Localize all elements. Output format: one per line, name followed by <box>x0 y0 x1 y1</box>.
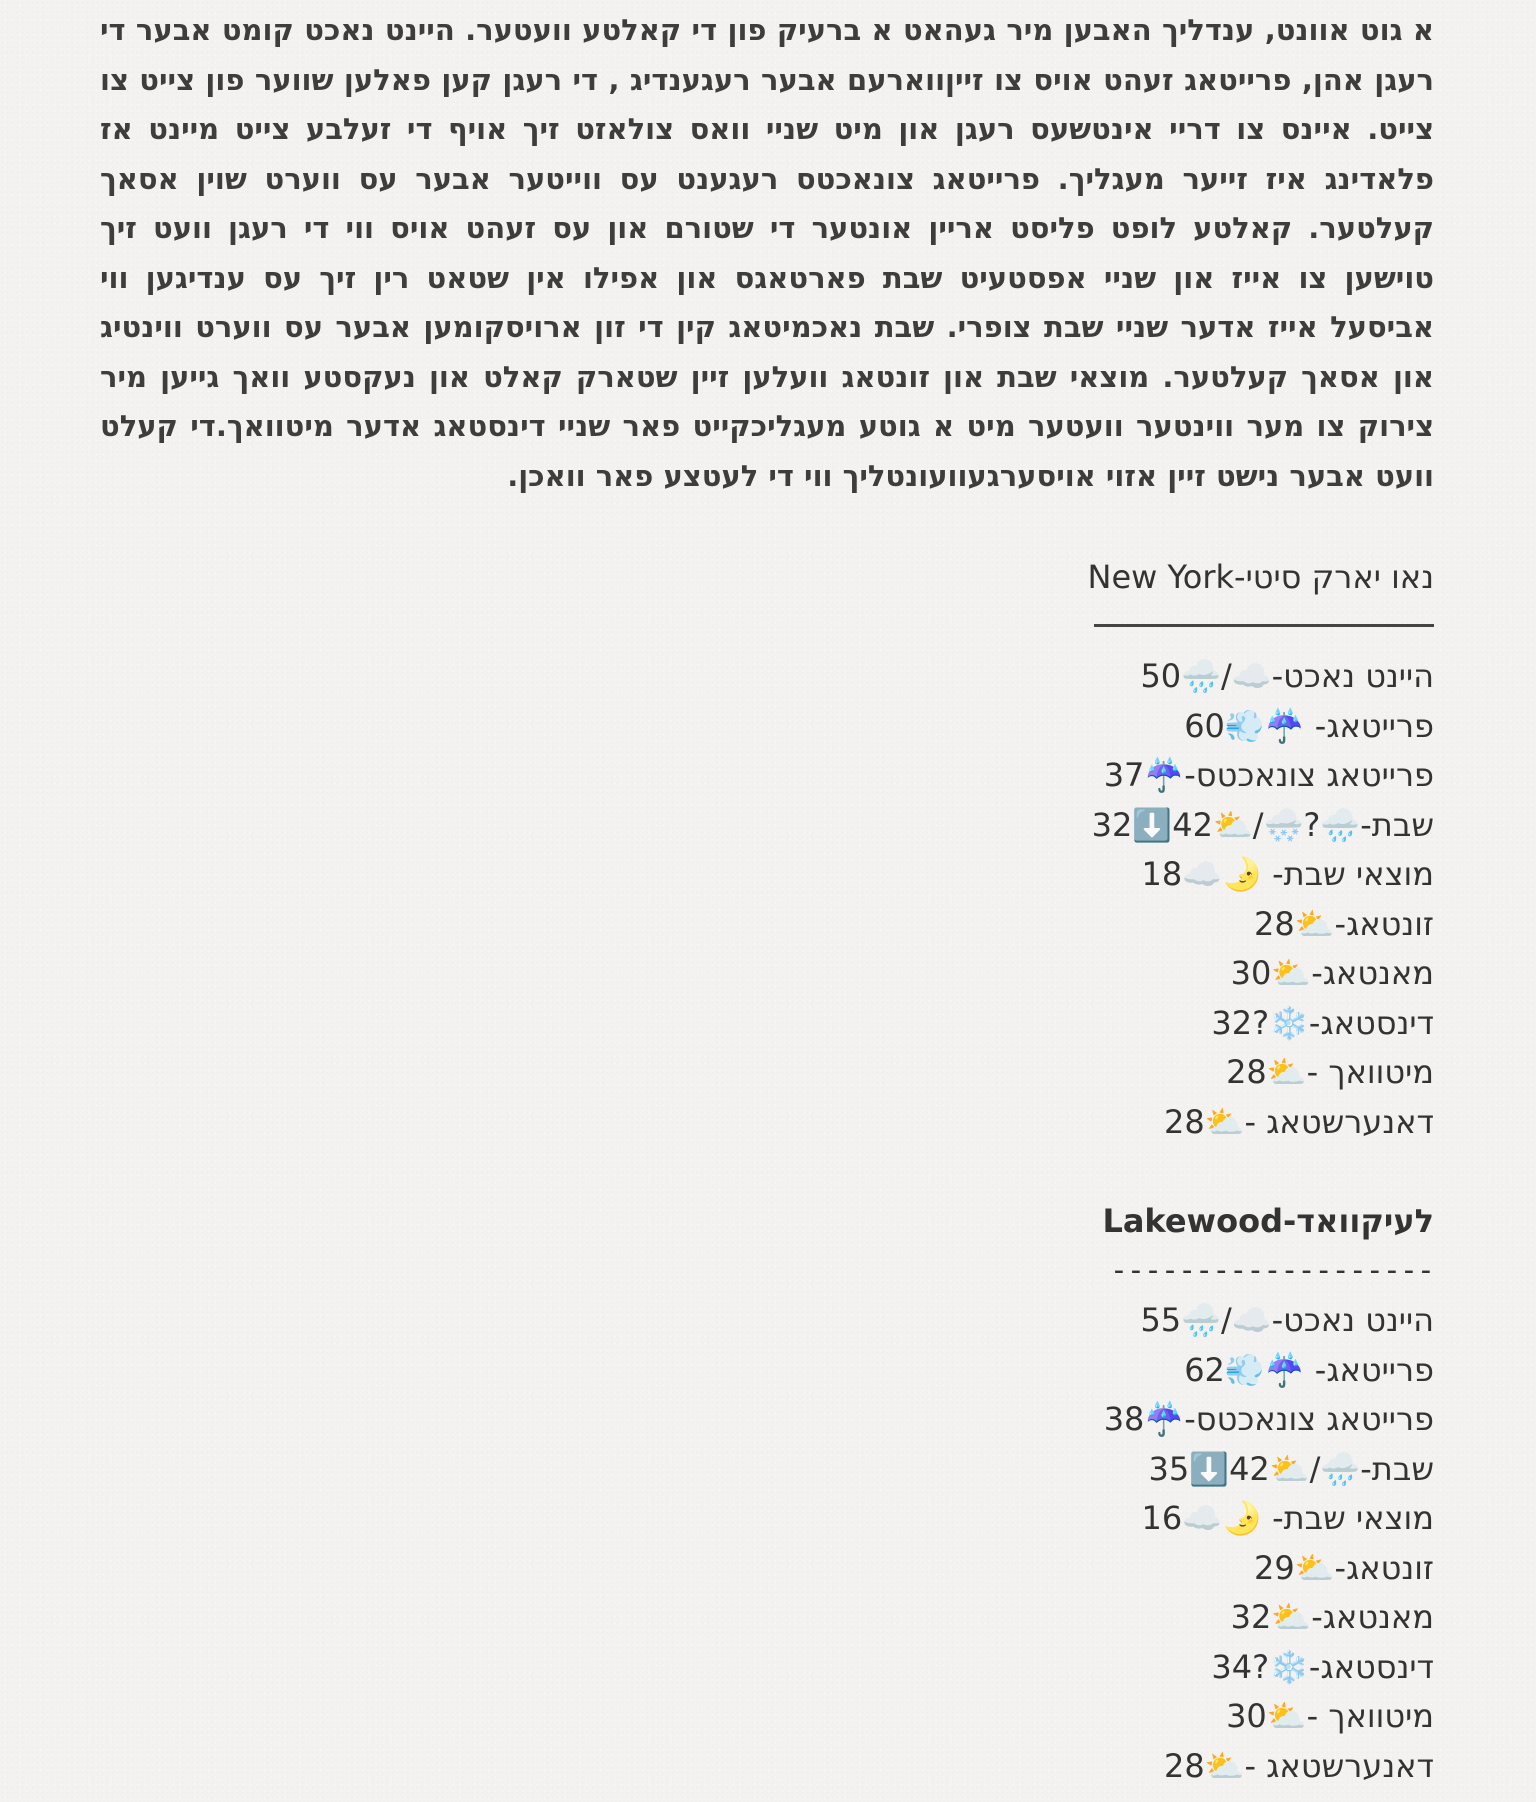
forecast-row: מיטוואך -⛅️30 <box>1226 1697 1434 1735</box>
forecast-row: מיטוואך -⛅️28 <box>1226 1053 1434 1091</box>
newyork-forecast <box>914 552 1434 1147</box>
forecast-row: זונטאג-⛅️29 <box>1253 1548 1434 1587</box>
forecast-row: היינט נאכט-☁️/🌧️50 <box>1140 657 1434 695</box>
newyork-rows <box>914 652 1434 1147</box>
forecast-row: מאנטאג-⛅️30 <box>1230 954 1434 992</box>
forecast-row: דינסטאג-❄️?32 <box>1211 1003 1434 1042</box>
forecast-row: היינט נאכט-☁️/🌧️55 <box>1140 1301 1434 1339</box>
lakewood-rows <box>914 1296 1434 1791</box>
forecast-row: דאנערשטאג -⛅️28 <box>1163 1746 1434 1785</box>
forecast-row: דאנערשטאג -⛅️28 <box>1163 1102 1434 1141</box>
forecast-row: שבת-🌧️/⛅️42⬇️35 <box>1148 1449 1434 1488</box>
forecast-row: דינסטאג-❄️?34 <box>1211 1647 1434 1686</box>
newyork-title-rule <box>914 602 1434 652</box>
forecast-row: פרייטאג צונאכטס-☔️37 <box>1103 756 1434 794</box>
forecast-row: פרייטאג- ☔️💨62 <box>1184 1350 1434 1389</box>
forecast-row: מוצאי שבת- 🌛☁️16 <box>1141 1499 1434 1537</box>
rule-line <box>1094 624 1434 627</box>
forecast-row: פרייטאג- ☔️💨60 <box>1184 706 1434 745</box>
lakewood-forecast <box>914 1196 1434 1791</box>
lakewood-title: לעיקוואד-Lakewood <box>1102 1202 1434 1240</box>
forecast-row: שבת-🌧️?🌨️/⛅️42⬇️32 <box>1091 805 1434 844</box>
forecast-paragraph: א גוט אוונט, ענדליך האבען מיר געהאט א ברעיק פון די קאלטע וועטער. היינט נאכט קומט אבער די רעגן אהן, פרייטאג זעהט אויס צו זייןווארעם אבער רעגענדיג , די רעגן קען פאלען שווער פון צייט צו צייט. איינס צו דריי אינטשעס רעגן און מיט שניי וואס צולאזט זיך אויף די זעלבע צייט מיינט אז פלאדינג איז זייער מעגליך. פרייטאג צונאכטס רעגענט עס ווייטער אבער עס ווערט שוין אסאך קעלטער. קאלטע לופט פליסט אריין אונטער די שטורם און עס זעהט אויס ווי די רעגן וועט זיך טוישען צו אייז און שניי אפסטעיט שבת פארטאגס און אפילו אין שטאט רין זיך עס ענדיגען ווי אביסעל אייז אדער שניי שבת צופרי. שבת נאכמיטאג קין די זון ארויסקומען אבער עס ווערט ווינטיג און אסאך קעלטער. מוצאי שבת און זונטאג וועלען זיין שטארק קאלט און נעקסטע וואך גייען מיר צירוק צו מער ווינטער וועטער מיט א גוטע מעגליכקייט פאר שניי דינסטאג אדער מיטוואך.די קעלט וועט אבער נישט זיין אזוי אויסערגעוועונטליך ווי די לעטצע פאר וואכן. <box>100 13 1434 493</box>
lakewood-divider: ------------------- <box>1109 1253 1434 1288</box>
forecast-row: מוצאי שבת- 🌛☁️18 <box>1141 855 1434 893</box>
forecast-row: מאנטאג-⛅️32 <box>1230 1598 1434 1636</box>
forecast-row: פרייטאג צונאכטס-☔️38 <box>1103 1400 1434 1438</box>
newyork-title: נאו יארק סיטי-New York <box>1087 558 1434 596</box>
forecast-row: זונטאג-⛅️28 <box>1253 904 1434 943</box>
